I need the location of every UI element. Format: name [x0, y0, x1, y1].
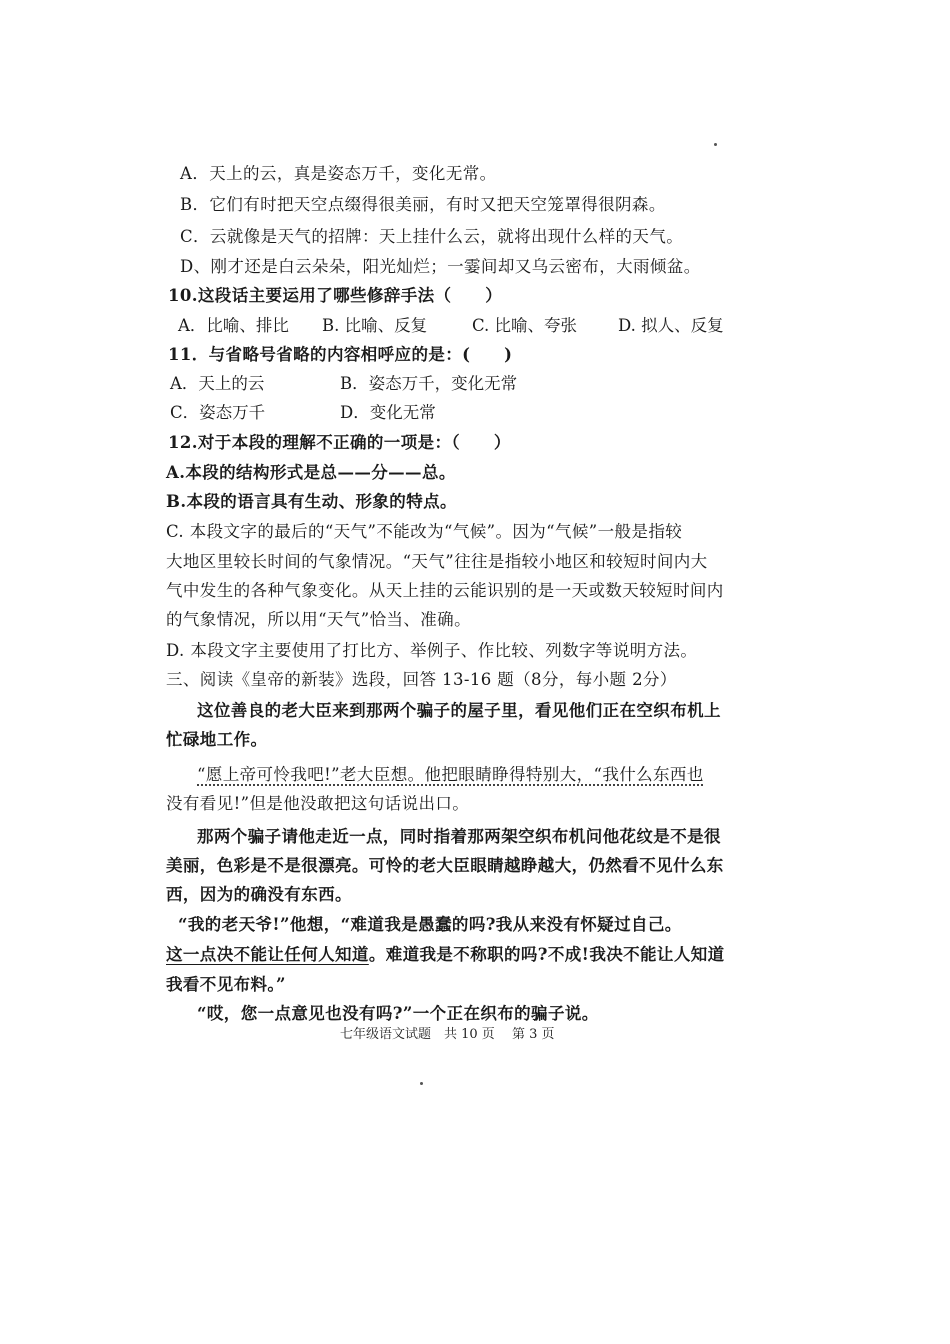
passage-p1-line-2: 忙碌地工作。: [166, 730, 268, 749]
scan-speck: [420, 1082, 423, 1085]
passage-p3-line-2: 美丽，色彩是不是很漂亮。可怜的老大臣眼睛越睁越大，仍然看不见什么东: [166, 856, 724, 875]
passage-p2-line-2: 没有看见!”但是他没敢把这句话说出口。: [166, 794, 470, 813]
q10-option-c: C. 比喻、夸张: [472, 316, 578, 335]
passage-p4-line-2-rest: 。难道我是不称职的吗?不成!我决不能让人知道: [368, 945, 725, 964]
underlined-sentence: 这一点决不能让任何人知道: [166, 945, 369, 964]
passage-p4-line-2: [166, 944, 725, 966]
q9-option-b: B．它们有时把天空点缀得很美丽，有时又把天空笼罩得很阴森。: [180, 195, 666, 214]
section-3-heading: 三、阅读《皇帝的新装》选段，回答 13-16 题（8分，每小题 2分）: [166, 670, 677, 689]
scan-speck: [714, 143, 717, 146]
q12-option-c-line-3: 气中发生的各种气象变化。从天上挂的云能识别的是一天或数天较短时间内: [166, 581, 724, 600]
q9-option-a: A．天上的云，真是姿态万千，变化无常。: [180, 164, 497, 183]
q12-stem: 12.对于本段的理解不正确的一项是：（ ）: [168, 433, 511, 452]
passage-p5-line-1: “哎，您一点意见也没有吗?”一个正在织布的骗子说。: [197, 1004, 599, 1023]
q10-option-b: B. 比喻、反复: [322, 316, 428, 335]
q12-option-c-line-4: 的气象情况，所以用“天气”恰当、准确。: [166, 610, 471, 629]
q11-option-b: B．姿态万千，变化无常: [340, 374, 518, 393]
q9-option-d: D、刚才还是白云朵朵，阳光灿烂；一霎间却又乌云密布，大雨倾盆。: [180, 257, 701, 276]
q12-option-b: B.本段的语言具有生动、形象的特点。: [166, 492, 457, 511]
passage-p1-line-1: 这位善良的老大臣来到那两个骗子的屋子里，看见他们正在空织布机上: [197, 701, 721, 720]
passage-p3-line-1: 那两个骗子请他走近一点，同时指着那两架空织布机问他花纹是不是很: [197, 827, 721, 846]
q12-option-c-line-1: C. 本段文字的最后的“天气”不能改为“气候”。因为“气候”一般是指较: [166, 522, 683, 541]
passage-p4-line-1: “我的老天爷!”他想，“难道我是愚蠢的吗?我从来没有怀疑过自己。: [178, 915, 682, 934]
q10-option-a: A．比喻、排比: [178, 316, 289, 335]
q11-option-c: C．姿态万千: [170, 403, 266, 422]
q10-option-d: D. 拟人、反复: [618, 316, 724, 335]
passage-p2-line-1-text: “愿上帝可怜我吧!”老大臣想。他把眼睛睁得特别大，“我什么东西也: [197, 765, 704, 784]
passage-p2-line-1: [197, 764, 704, 786]
q10-stem: 10.这段话主要运用了哪些修辞手法（ ）: [168, 286, 503, 305]
q12-option-d: D. 本段文字主要使用了打比方、举例子、作比较、列数字等说明方法。: [166, 641, 698, 660]
passage-p3-line-3: 西，因为的确没有东西。: [166, 885, 352, 904]
q11-option-d: D．变化无常: [340, 403, 436, 422]
q11-option-a: A．天上的云: [170, 374, 265, 393]
q12-option-a: A.本段的结构形式是总——分——总。: [166, 463, 456, 482]
q11-stem: 11．与省略号省略的内容相呼应的是：( ): [168, 345, 513, 364]
q9-option-c: C．云就像是天气的招牌：天上挂什么云，就将出现什么样的天气。: [180, 227, 684, 246]
q12-option-c-line-2: 大地区里较长时间的气象情况。“天气”往往是指较小地区和较短时间内大: [166, 552, 708, 571]
passage-p4-line-3: 我看不见布料。”: [166, 975, 286, 994]
page-footer: 七年级语文试题 共 10 页 第 3 页: [340, 1027, 555, 1042]
